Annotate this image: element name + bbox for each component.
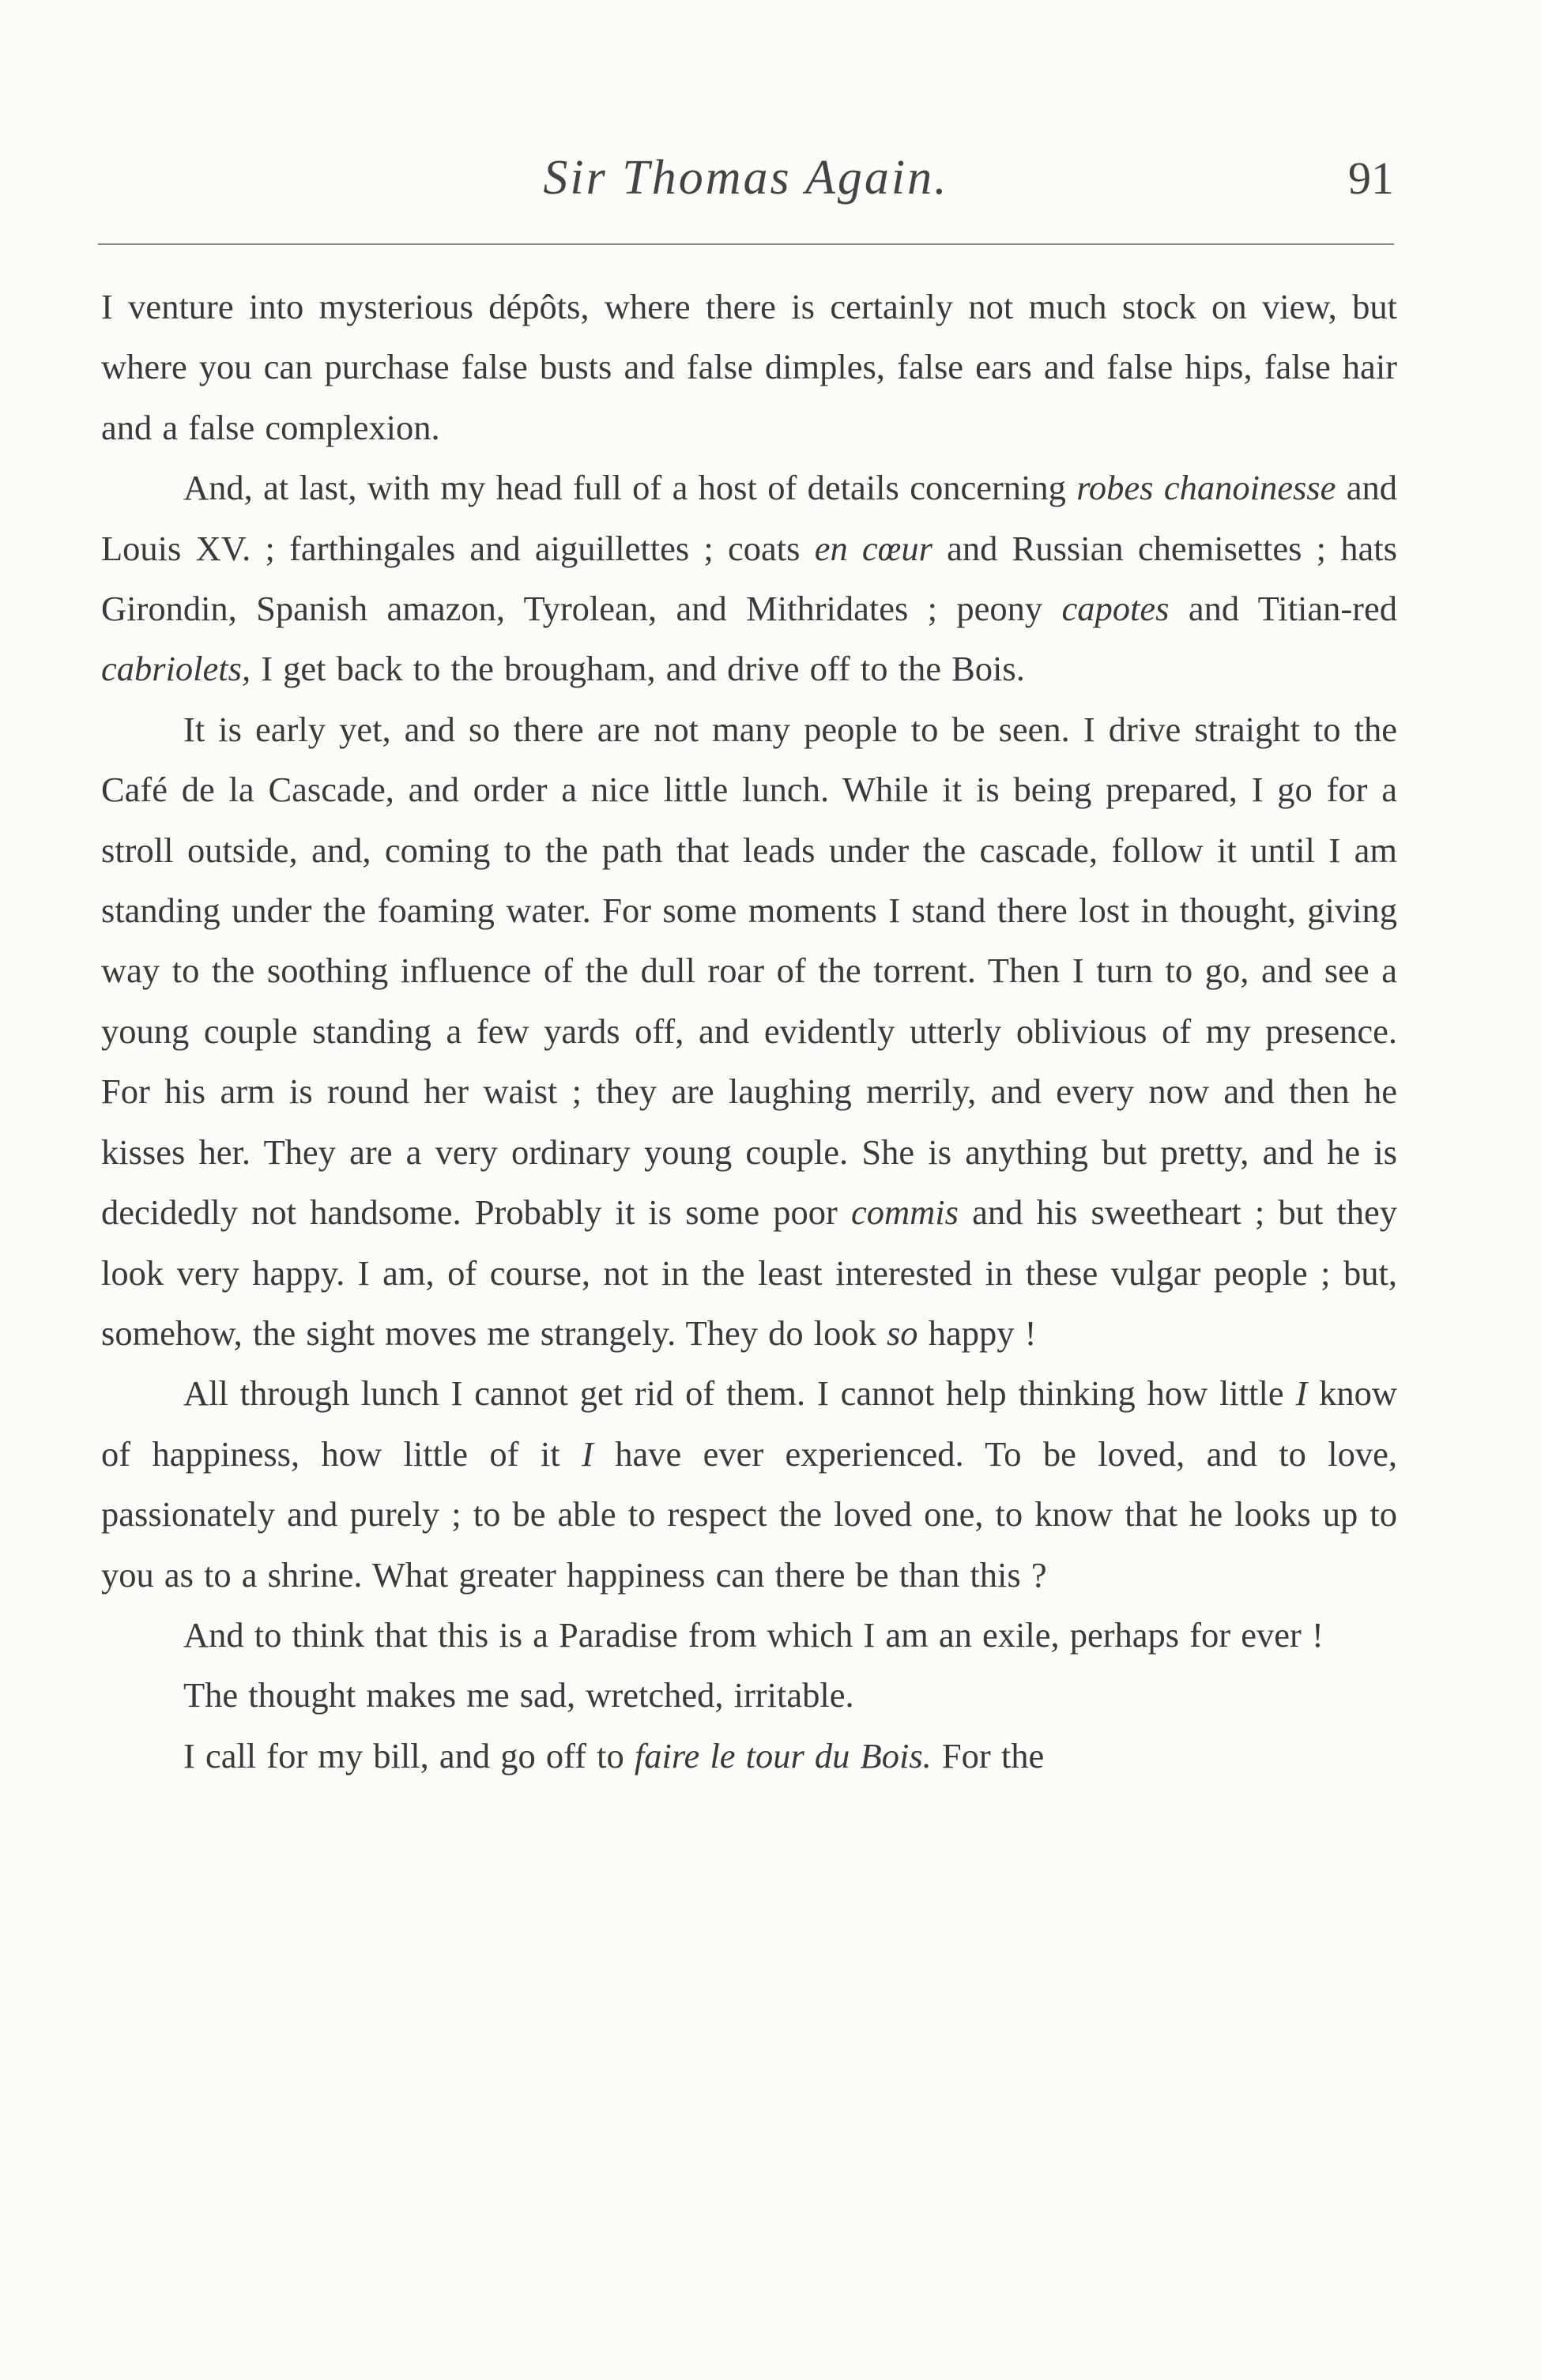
text-segment: and Titian-red — [1169, 589, 1397, 629]
text-segment: know of happiness, how little of it — [101, 1373, 1397, 1474]
italic-text: I — [1295, 1373, 1308, 1414]
italic-text: cabriolets, — [101, 649, 251, 689]
text-segment: happy ! — [917, 1312, 1037, 1353]
text-segment: and Russian chemisettes ; hats Girondin, Spanish amazon, Tyrolean, and Mithridates ; peony — [101, 528, 1397, 629]
paragraph — [101, 699, 1397, 1363]
running-head — [98, 150, 1394, 221]
text-segment: The thought makes me sad, wretched, irritable. — [183, 1675, 854, 1715]
italic-text: commis — [851, 1192, 959, 1233]
paragraph — [101, 277, 1397, 458]
text-segment: For the — [931, 1735, 1045, 1776]
text-segment: and Louis XV. ; farthingales and aiguillettes ; coats — [101, 468, 1397, 568]
running-title: Sir Thomas Again. — [543, 151, 949, 205]
text-segment: It is early yet, and so there are not many people to be seen. I drive straight to the Café de la Cascade, and order a nice little lunch. While it is being prepared, I go for a stroll outside, and, coming to the path that leads under the cascade, follow it until I am standing under the foaming water. For some moments I stand there lost in thought, giving way to the soothing influence of the dull roar of the torrent. Then I turn to go, and see a young couple standing a few yards off, and evidently utterly oblivious of my presence. For his arm is round her waist ; they are laughing merrily, and every now and then he kisses her. They are a very ordinary young couple. She is anything but pretty, and he is decidedly not handsome. Probably it is some poor — [101, 709, 1397, 1233]
page-number: 91 — [1348, 153, 1394, 204]
paragraph — [101, 1665, 1397, 1725]
header-rule — [98, 243, 1394, 245]
italic-text: so — [886, 1312, 918, 1353]
text-segment: I venture into mysterious dépôts, where there is certainly not much stock on view, but where you can purchase false busts and false dimples, false ears and false hips, false hair and a false complexion. — [101, 287, 1397, 447]
italic-text: robes chanoinesse — [1076, 468, 1336, 508]
text-segment: And, at last, with my head full of a host of details concerning — [183, 468, 1077, 508]
paragraph — [101, 458, 1397, 699]
body-text — [101, 277, 1397, 1786]
text-segment: And to think that this is a Paradise from which I am an exile, perhaps for ever ! — [183, 1614, 1324, 1655]
paragraph — [101, 1605, 1397, 1665]
text-segment: and his sweetheart ; but they look very happy. I am, of course, not in the least interested in these vulgar people ; but, somehow, the sight moves me strangely. They do look — [101, 1192, 1397, 1353]
text-segment: I call for my bill, and go off to — [183, 1735, 635, 1776]
italic-text: en cœur — [814, 528, 933, 568]
italic-text: I — [581, 1433, 593, 1474]
italic-text: capotes — [1061, 589, 1170, 629]
text-segment: have ever experienced. To be loved, and to love, passionately and purely ; to be able to respect the loved one, to know that he looks up to you as to a shrine. What greater happiness can there be than this ? — [101, 1433, 1397, 1595]
paragraph — [101, 1726, 1397, 1786]
text-segment: All through lunch I cannot get rid of them. I cannot help thinking how little — [183, 1373, 1296, 1414]
text-segment: I get back to the brougham, and drive off to the Bois. — [251, 649, 1025, 689]
italic-text: faire le tour du Bois. — [634, 1735, 932, 1776]
paragraph — [101, 1363, 1397, 1605]
